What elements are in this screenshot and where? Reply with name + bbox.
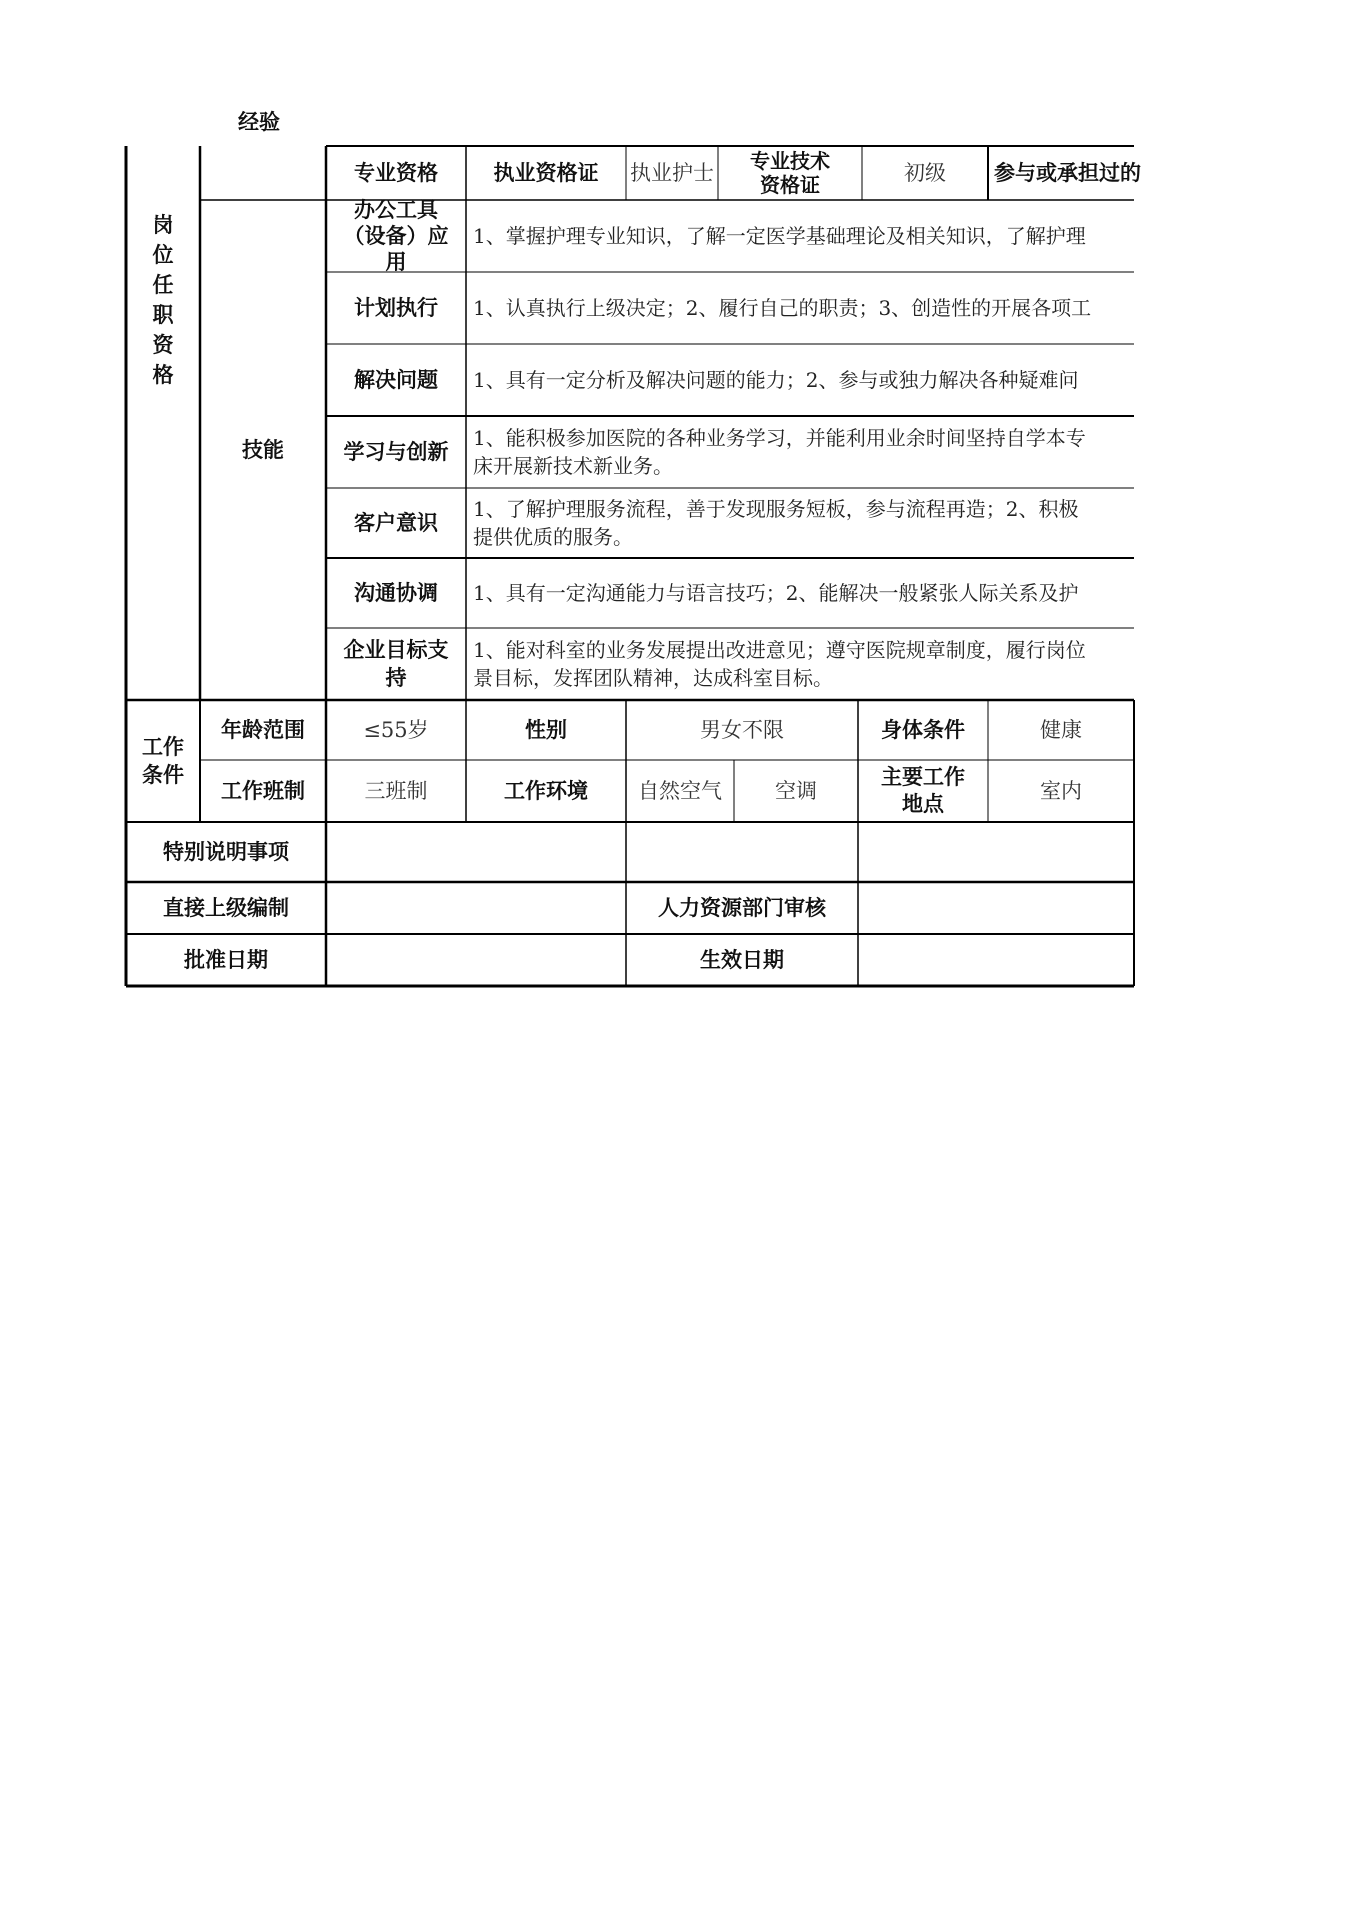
skill-desc-customer-awareness: 1、了解护理服务流程，善于发现服务短板，参与流程再造；2、积极 提供优质的服务。 [473, 497, 1079, 549]
skill-desc-problem-solving: 1、具有一定分析及解决问题的能力；2、参与或独力解决各种疑难问 [473, 368, 1079, 392]
effective-date-value[interactable] [858, 934, 1134, 986]
professional-qualification-label: 专业资格 [354, 161, 438, 185]
skill-label-learning-innovation: 学习与创新 [343, 440, 449, 464]
skill-desc-goal-support: 1、能对科室的业务发展提出改进意见；遵守医院规章制度，履行岗位 景目标，发挥团队精神，达成科室目标。 [473, 638, 1086, 690]
skill-label-communication: 沟通协调 [354, 581, 438, 605]
skill-desc-learning-innovation: 1、能积极参加医院的各种业务学习，并能利用业余时间坚持自学本专 床开展新技术新业务。 [473, 426, 1086, 478]
experience-label: 经验 [238, 110, 280, 134]
license-cert-label: 执业资格证 [493, 161, 599, 185]
skill-label-problem-solving: 解决问题 [354, 368, 438, 392]
prepared-by-label: 直接上级编制 [163, 896, 289, 920]
work-location-label: 主要工作地点 [881, 765, 965, 816]
skill-desc-plan-execution: 1、认真执行上级决定；2、履行自己的职责；3、创造性的开展各项工 [473, 296, 1092, 320]
skills-section-label: 技能 [242, 438, 284, 462]
tech-qualification-label: 专业技术资格证 [750, 149, 830, 197]
special-notes-label: 特别说明事项 [163, 840, 289, 864]
work-location-value: 室内 [1040, 779, 1082, 803]
environment-label: 工作环境 [504, 779, 588, 803]
skill-label-customer-awareness: 客户意识 [354, 511, 438, 535]
work-conditions-section-label: 工作条件 [142, 735, 184, 787]
environment-value-natural-air: 自然空气 [638, 779, 722, 803]
physical-condition-label: 身体条件 [881, 718, 965, 742]
effective-date-label: 生效日期 [700, 948, 784, 972]
skill-desc-office-tools: 1、掌握护理专业知识，了解一定医学基础理论及相关知识，了解护理 [473, 224, 1086, 248]
age-range-label: 年龄范围 [221, 718, 305, 742]
skill-label-plan-execution: 计划执行 [354, 296, 438, 320]
hr-review-value[interactable] [858, 882, 1134, 934]
gender-value: 男女不限 [700, 718, 784, 742]
skill-label-office-tools: 办公工具（设备）应用 [343, 198, 449, 274]
shift-value: 三班制 [364, 779, 428, 803]
physical-condition-value: 健康 [1040, 718, 1082, 742]
license-cert-value: 执业护士 [630, 161, 714, 185]
hr-review-label: 人力资源部门审核 [658, 896, 826, 920]
skill-label-goal-support: 企业目标支持 [343, 638, 449, 690]
tech-qualification-value: 初级 [904, 161, 946, 185]
approval-date-label: 批准日期 [184, 948, 268, 972]
special-notes-value[interactable] [326, 822, 1134, 882]
skill-desc-communication: 1、具有一定沟通能力与语言技巧；2、能解决一般紧张人际关系及护 [473, 581, 1079, 605]
environment-value-air-conditioning: 空调 [775, 779, 817, 803]
qualification-section-label: 岗位任职资格 [152, 213, 174, 387]
participated-label: 参与或承担过的 [994, 161, 1141, 185]
gender-label: 性别 [525, 718, 567, 742]
age-range-value: ≤55岁 [363, 718, 429, 742]
shift-label: 工作班制 [221, 779, 305, 803]
prepared-by-value[interactable] [326, 882, 626, 934]
approval-date-value[interactable] [326, 934, 626, 986]
